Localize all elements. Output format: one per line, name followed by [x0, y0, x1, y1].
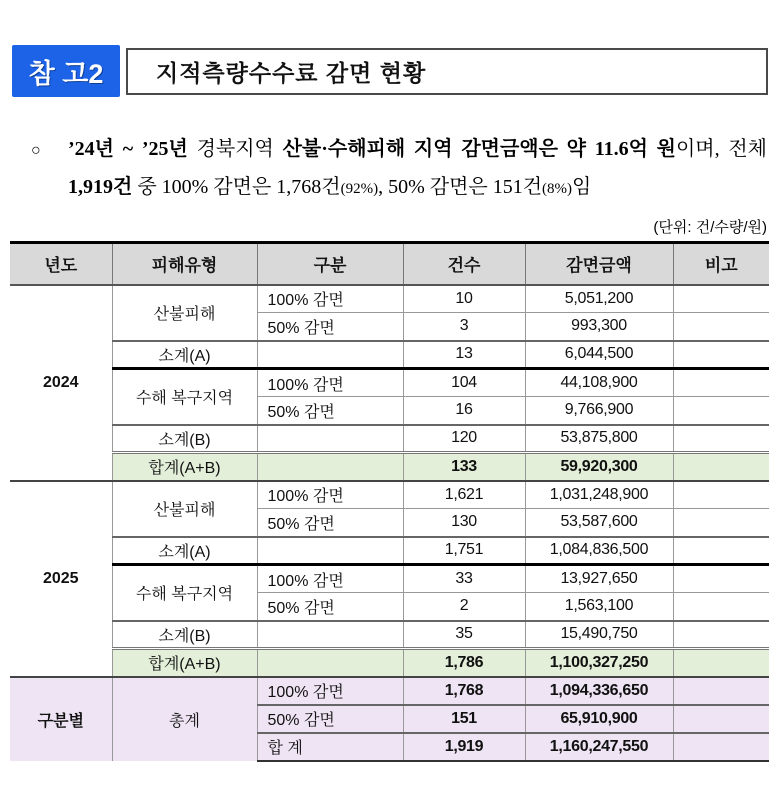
total-row-2024 [10, 453, 769, 481]
note-cell [673, 649, 769, 677]
amount-cell: 15,490,750 [525, 621, 673, 649]
damage-type-cell: 산불피해 [112, 285, 257, 341]
col-header-year: 년도 [10, 243, 112, 285]
amount-cell: 1,100,327,250 [525, 649, 673, 677]
count-cell: 1,919 [403, 733, 525, 761]
count-cell: 1,621 [403, 481, 525, 509]
category-cell [257, 621, 403, 649]
amount-cell: 6,044,500 [525, 341, 673, 369]
summary-seg-years: ’24년 ~ ’25년 [68, 138, 188, 160]
breakdown-row [10, 677, 769, 705]
breakdown-label-cell: 구분별 [10, 677, 112, 761]
note-cell [673, 425, 769, 453]
category-cell: 50% 감면 [257, 705, 403, 733]
count-cell: 104 [403, 369, 525, 397]
subtotal-label-cell: 소계(A) [112, 341, 257, 369]
col-header-count: 건수 [403, 243, 525, 285]
category-cell [257, 453, 403, 481]
reduction-table [10, 241, 769, 762]
damage-type-cell: 수해 복구지역 [112, 565, 257, 621]
amount-cell: 65,910,900 [525, 705, 673, 733]
table-row [10, 481, 769, 509]
col-header-type: 피해유형 [112, 243, 257, 285]
category-cell: 100% 감면 [257, 481, 403, 509]
amount-cell: 1,094,336,650 [525, 677, 673, 705]
reference-badge-label: 참 고2 [28, 58, 104, 89]
summary-seg-damage-amount: 산불·수해피해 지역 감면금액은 약 11.6억 원 [282, 138, 676, 160]
summary-seg-8pct: (8%) [542, 181, 573, 197]
count-cell: 2 [403, 593, 525, 621]
reference-badge [12, 45, 120, 97]
note-cell [673, 621, 769, 649]
count-cell: 130 [403, 509, 525, 537]
summary-seg-100pct: 중 100% 감면은 1,768건 [132, 176, 341, 198]
table-row [10, 341, 769, 369]
bullet-circle-icon: ○ [31, 142, 41, 159]
table-row [10, 621, 769, 649]
category-cell [257, 341, 403, 369]
summary-paragraph [31, 130, 767, 208]
summary-seg-50pct: , 50% 감면은 151건 [378, 176, 543, 198]
amount-cell: 53,875,800 [525, 425, 673, 453]
note-cell [673, 509, 769, 537]
amount-cell: 993,300 [525, 313, 673, 341]
table-row [10, 425, 769, 453]
col-header-note: 비고 [673, 243, 769, 285]
amount-cell: 13,927,650 [525, 565, 673, 593]
total-row-2025 [10, 649, 769, 677]
amount-cell: 9,766,900 [525, 397, 673, 425]
category-cell [257, 649, 403, 677]
unit-label: (단위: 건/수량/원) [653, 219, 767, 236]
subtotal-label-cell: 소계(B) [112, 425, 257, 453]
note-cell [673, 593, 769, 621]
note-cell [673, 733, 769, 761]
category-cell: 50% 감면 [257, 313, 403, 341]
count-cell: 33 [403, 565, 525, 593]
titlebar [12, 45, 768, 97]
summary-seg-total-count: 1,919건 [68, 176, 133, 198]
table-row [10, 369, 769, 397]
category-cell [257, 537, 403, 565]
total-label-cell: 합계(A+B) [112, 453, 257, 481]
note-cell [673, 481, 769, 509]
category-cell: 50% 감면 [257, 509, 403, 537]
summary-seg-total-intro: 이며, 전체 [675, 138, 768, 160]
total-label-cell: 합계(A+B) [112, 649, 257, 677]
amount-cell: 1,160,247,550 [525, 733, 673, 761]
summary-seg-92pct: (92%) [340, 181, 379, 197]
amount-cell: 1,084,836,500 [525, 537, 673, 565]
year-cell: 2024 [42, 373, 79, 391]
summary-seg-region: 경북지역 [187, 138, 283, 160]
note-cell [673, 537, 769, 565]
amount-cell: 1,031,248,900 [525, 481, 673, 509]
category-cell: 100% 감면 [257, 677, 403, 705]
amount-cell: 53,587,600 [525, 509, 673, 537]
count-cell: 1,751 [403, 537, 525, 565]
amount-cell: 1,563,100 [525, 593, 673, 621]
note-cell [673, 397, 769, 425]
count-cell: 3 [403, 313, 525, 341]
count-cell: 16 [403, 397, 525, 425]
col-header-category: 구분 [257, 243, 403, 285]
amount-cell: 5,051,200 [525, 285, 673, 313]
grand-total-label-cell: 총계 [112, 677, 257, 761]
category-cell: 합 계 [257, 733, 403, 761]
note-cell [673, 369, 769, 397]
note-cell [673, 677, 769, 705]
table-row [10, 565, 769, 593]
note-cell [673, 285, 769, 313]
table-row [10, 537, 769, 565]
note-cell [673, 341, 769, 369]
damage-type-cell: 산불피해 [112, 481, 257, 537]
page-title: 지적측량수수료 감면 현황 [156, 59, 427, 86]
count-cell: 13 [403, 341, 525, 369]
category-cell: 100% 감면 [257, 565, 403, 593]
col-header-amount: 감면금액 [525, 243, 673, 285]
category-cell: 100% 감면 [257, 285, 403, 313]
year-cell: 2025 [10, 481, 112, 677]
count-cell: 151 [403, 705, 525, 733]
subtotal-label-cell: 소계(A) [112, 537, 257, 565]
count-cell: 1,768 [403, 677, 525, 705]
count-cell: 133 [403, 453, 525, 481]
note-cell [673, 313, 769, 341]
summary-seg-end: 임 [572, 176, 592, 198]
category-cell [257, 425, 403, 453]
category-cell: 50% 감면 [257, 593, 403, 621]
count-cell: 120 [403, 425, 525, 453]
table-header-row [10, 243, 769, 285]
table-row [10, 285, 769, 313]
count-cell: 35 [403, 621, 525, 649]
amount-cell: 59,920,300 [525, 453, 673, 481]
count-cell: 10 [403, 285, 525, 313]
note-cell [673, 565, 769, 593]
amount-cell: 44,108,900 [525, 369, 673, 397]
subtotal-label-cell: 소계(B) [112, 621, 257, 649]
note-cell [673, 453, 769, 481]
note-cell [673, 705, 769, 733]
category-cell: 100% 감면 [257, 369, 403, 397]
title-box [126, 48, 768, 95]
category-cell: 50% 감면 [257, 397, 403, 425]
damage-type-cell: 수해 복구지역 [112, 369, 257, 425]
count-cell: 1,786 [403, 649, 525, 677]
